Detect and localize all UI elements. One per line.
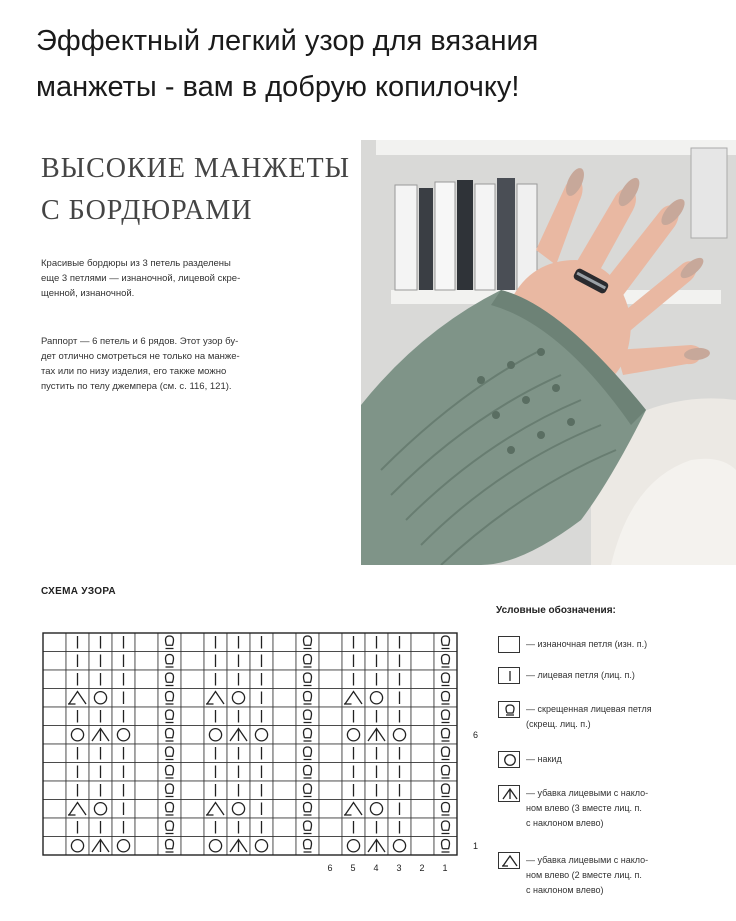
chart-cell-knit-stitch bbox=[66, 763, 89, 782]
chart-cell-knit-stitch bbox=[388, 707, 411, 726]
chart-cell-twisted-knit-stitch bbox=[158, 670, 181, 689]
chart-cell-knit-stitch bbox=[66, 744, 89, 763]
cuff-photo bbox=[361, 140, 736, 565]
legend-text bbox=[526, 702, 736, 732]
chart-cell-knit-stitch bbox=[342, 781, 365, 800]
chart-cell-k2tog-decrease bbox=[342, 800, 365, 819]
chart-cell-purl-stitch bbox=[181, 707, 204, 726]
chart-cell-knit-stitch bbox=[342, 763, 365, 782]
chart-cell-yarn-over bbox=[227, 800, 250, 819]
chart-cell-purl-stitch bbox=[319, 818, 342, 837]
legend-text bbox=[526, 853, 736, 898]
chart-cell-k2tog-decrease bbox=[342, 689, 365, 708]
knit-stitch-icon bbox=[498, 667, 520, 684]
chart-cell-twisted-knit-stitch bbox=[434, 763, 457, 782]
row-number-label: 6 bbox=[473, 729, 479, 740]
chart-cell-purl-stitch bbox=[43, 763, 66, 782]
text-line: еще 3 петлями — изнаночной, лицевой скре- bbox=[41, 273, 241, 284]
row-number-label: 1 bbox=[473, 840, 479, 851]
chart-cell-knit-stitch bbox=[112, 818, 135, 837]
chart-cell-yarn-over bbox=[250, 837, 273, 856]
article-title bbox=[41, 148, 350, 232]
chart-cell-purl-stitch bbox=[43, 781, 66, 800]
chart-cell-twisted-knit-stitch bbox=[434, 744, 457, 763]
chart-cell-twisted-knit-stitch bbox=[158, 837, 181, 856]
column-number-label: 1 bbox=[442, 863, 448, 873]
chart-cell-twisted-knit-stitch bbox=[296, 670, 319, 689]
chart-cell-knit-stitch bbox=[388, 670, 411, 689]
chart-cell-purl-stitch bbox=[273, 744, 296, 763]
schema-label: СХЕМА УЗОРА bbox=[41, 586, 116, 597]
chart-cell-knit-stitch bbox=[112, 689, 135, 708]
chart-cell-knit-stitch bbox=[388, 652, 411, 671]
chart-cell-twisted-knit-stitch bbox=[434, 652, 457, 671]
chart-cell-knit-stitch bbox=[388, 689, 411, 708]
chart-cell-purl-stitch bbox=[43, 689, 66, 708]
chart-cell-knit-stitch bbox=[342, 744, 365, 763]
chart-cell-purl-stitch bbox=[411, 800, 434, 819]
chart-cell-purl-stitch bbox=[181, 726, 204, 745]
chart-cell-purl-stitch bbox=[135, 818, 158, 837]
chart-row bbox=[43, 652, 457, 671]
chart-cell-purl-stitch bbox=[181, 689, 204, 708]
chart-cell-twisted-knit-stitch bbox=[434, 689, 457, 708]
chart-cell-purl-stitch bbox=[181, 633, 204, 652]
chart-cell-yarn-over bbox=[250, 726, 273, 745]
chart-cell-knit-stitch bbox=[89, 744, 112, 763]
chart-cell-twisted-knit-stitch bbox=[296, 781, 319, 800]
chart-cell-knit-stitch bbox=[66, 781, 89, 800]
chart-cell-knit-stitch bbox=[89, 781, 112, 800]
chart-cell-twisted-knit-stitch bbox=[158, 781, 181, 800]
chart-cell-purl-stitch bbox=[411, 837, 434, 856]
chart-cell-yarn-over bbox=[204, 726, 227, 745]
chart-cell-knit-stitch bbox=[227, 763, 250, 782]
chart-cell-purl-stitch bbox=[273, 837, 296, 856]
chart-cell-purl-stitch bbox=[273, 707, 296, 726]
chart-cell-purl-stitch bbox=[319, 633, 342, 652]
chart-cell-purl-stitch bbox=[319, 707, 342, 726]
chart-cell-purl-stitch bbox=[181, 781, 204, 800]
chart-cell-purl-stitch bbox=[43, 633, 66, 652]
chart-row bbox=[43, 670, 457, 689]
chart-cell-knit-stitch bbox=[342, 652, 365, 671]
chart-cell-purl-stitch bbox=[273, 633, 296, 652]
chart-cell-knit-stitch bbox=[66, 633, 89, 652]
chart-cell-knit-stitch bbox=[250, 652, 273, 671]
chart-cell-yarn-over bbox=[342, 726, 365, 745]
legend-text bbox=[526, 786, 736, 831]
chart-cell-k3tog-decrease bbox=[365, 726, 388, 745]
headline-line-1: Эффектный легкий узор для вязания bbox=[36, 25, 539, 57]
chart-cell-knit-stitch bbox=[365, 652, 388, 671]
chart-cell-twisted-knit-stitch bbox=[296, 818, 319, 837]
chart-border bbox=[43, 633, 457, 855]
chart-row bbox=[43, 707, 457, 726]
chart-cell-knit-stitch bbox=[204, 633, 227, 652]
chart-cell-purl-stitch bbox=[135, 689, 158, 708]
chart-cell-k2tog-decrease bbox=[204, 689, 227, 708]
chart-cell-knit-stitch bbox=[227, 818, 250, 837]
chart-row bbox=[43, 818, 457, 837]
headline-line-2: манжеты - вам в добрую копилочку! bbox=[36, 71, 520, 103]
chart-cell-yarn-over bbox=[388, 726, 411, 745]
chart-cell-knit-stitch bbox=[227, 652, 250, 671]
legend-text bbox=[526, 752, 736, 767]
chart-cell-purl-stitch bbox=[411, 763, 434, 782]
chart-cell-purl-stitch bbox=[181, 837, 204, 856]
chart-row bbox=[43, 837, 457, 856]
chart-cell-knit-stitch bbox=[342, 818, 365, 837]
chart-cell-yarn-over bbox=[66, 726, 89, 745]
chart-grid bbox=[43, 633, 457, 855]
chart-cell-purl-stitch bbox=[135, 707, 158, 726]
chart-cell-knit-stitch bbox=[342, 670, 365, 689]
chart-cell-knit-stitch bbox=[250, 633, 273, 652]
chart-cell-purl-stitch bbox=[319, 652, 342, 671]
chart-cell-knit-stitch bbox=[227, 707, 250, 726]
chart-cell-purl-stitch bbox=[181, 763, 204, 782]
chart-cell-twisted-knit-stitch bbox=[158, 707, 181, 726]
chart-cell-purl-stitch bbox=[273, 800, 296, 819]
chart-cell-twisted-knit-stitch bbox=[158, 652, 181, 671]
legend-text-line: (скрещ. лиц. п.) bbox=[526, 719, 591, 729]
chart-cell-yarn-over bbox=[89, 800, 112, 819]
chart-cell-twisted-knit-stitch bbox=[296, 652, 319, 671]
column-number-label: 5 bbox=[350, 863, 356, 873]
chart-cell-purl-stitch bbox=[135, 800, 158, 819]
chart-cell-knit-stitch bbox=[89, 763, 112, 782]
chart-cell-twisted-knit-stitch bbox=[158, 689, 181, 708]
chart-row bbox=[43, 800, 457, 819]
chart-cell-purl-stitch bbox=[319, 800, 342, 819]
chart-cell-purl-stitch bbox=[273, 763, 296, 782]
chart-cell-purl-stitch bbox=[319, 744, 342, 763]
chart-cell-knit-stitch bbox=[112, 800, 135, 819]
chart-cell-purl-stitch bbox=[319, 726, 342, 745]
chart-cell-knit-stitch bbox=[365, 744, 388, 763]
chart-cell-twisted-knit-stitch bbox=[296, 633, 319, 652]
chart-cell-twisted-knit-stitch bbox=[296, 763, 319, 782]
chart-cell-knit-stitch bbox=[250, 781, 273, 800]
chart-cell-purl-stitch bbox=[135, 744, 158, 763]
chart-cell-knit-stitch bbox=[227, 781, 250, 800]
chart-cell-purl-stitch bbox=[181, 670, 204, 689]
chart-cell-purl-stitch bbox=[135, 726, 158, 745]
article-title-line-1: ВЫСОКИЕ МАНЖЕТЫ bbox=[41, 153, 351, 184]
chart-cell-purl-stitch bbox=[43, 670, 66, 689]
chart-cell-purl-stitch bbox=[411, 652, 434, 671]
chart-cell-knit-stitch bbox=[388, 781, 411, 800]
chart-cell-purl-stitch bbox=[181, 652, 204, 671]
chart-cell-purl-stitch bbox=[43, 707, 66, 726]
chart-cell-twisted-knit-stitch bbox=[434, 726, 457, 745]
chart-cell-twisted-knit-stitch bbox=[158, 818, 181, 837]
chart-cell-purl-stitch bbox=[135, 781, 158, 800]
chart-cell-purl-stitch bbox=[273, 726, 296, 745]
chart-cell-k3tog-decrease bbox=[227, 726, 250, 745]
text-line: Красивые бордюры из 3 петель разделены bbox=[41, 258, 231, 269]
chart-cell-knit-stitch bbox=[342, 707, 365, 726]
chart-cell-knit-stitch bbox=[66, 670, 89, 689]
chart-cell-twisted-knit-stitch bbox=[434, 633, 457, 652]
legend-text-line: — лицевая петля (лиц. п.) bbox=[526, 670, 635, 680]
chart-cell-knit-stitch bbox=[112, 707, 135, 726]
chart-cell-twisted-knit-stitch bbox=[296, 744, 319, 763]
chart-cell-purl-stitch bbox=[273, 670, 296, 689]
chart-cell-knit-stitch bbox=[112, 763, 135, 782]
chart-row bbox=[43, 689, 457, 708]
column-number-label: 3 bbox=[396, 863, 402, 873]
chart-cell-twisted-knit-stitch bbox=[296, 800, 319, 819]
chart-cell-purl-stitch bbox=[411, 633, 434, 652]
chart-cell-twisted-knit-stitch bbox=[158, 744, 181, 763]
chart-cell-knit-stitch bbox=[112, 670, 135, 689]
chart-cell-yarn-over bbox=[112, 726, 135, 745]
legend-text-line: — убавка лицевыми с накло- bbox=[526, 788, 649, 798]
headline bbox=[36, 18, 716, 110]
chart-cell-twisted-knit-stitch bbox=[296, 726, 319, 745]
legend-text-line: — убавка лицевыми с накло- bbox=[526, 855, 649, 865]
chart-cell-yarn-over bbox=[365, 800, 388, 819]
text-line: пустить по телу джемпера (см. с. 116, 121). bbox=[41, 381, 232, 392]
chart-cell-knit-stitch bbox=[342, 633, 365, 652]
chart-cell-twisted-knit-stitch bbox=[158, 726, 181, 745]
k2tog-decrease-icon bbox=[498, 852, 520, 869]
chart-cell-knit-stitch bbox=[204, 818, 227, 837]
chart-cell-purl-stitch bbox=[411, 781, 434, 800]
chart-cell-purl-stitch bbox=[181, 818, 204, 837]
chart-cell-purl-stitch bbox=[319, 837, 342, 856]
chart-cell-twisted-knit-stitch bbox=[158, 763, 181, 782]
chart-cell-purl-stitch bbox=[43, 800, 66, 819]
column-number-label: 6 bbox=[327, 863, 333, 873]
legend-text bbox=[526, 668, 736, 683]
chart-cell-knit-stitch bbox=[204, 781, 227, 800]
chart-cell-purl-stitch bbox=[181, 744, 204, 763]
legend-text-line: с наклоном влево) bbox=[526, 818, 604, 828]
chart-cell-purl-stitch bbox=[319, 670, 342, 689]
legend-text-line: ном влево (3 вместе лиц. п. bbox=[526, 803, 642, 813]
chart-cell-yarn-over bbox=[365, 689, 388, 708]
chart-cell-knit-stitch bbox=[250, 800, 273, 819]
chart-cell-knit-stitch bbox=[250, 818, 273, 837]
chart-cell-purl-stitch bbox=[135, 837, 158, 856]
chart-cell-knit-stitch bbox=[365, 670, 388, 689]
chart-row bbox=[43, 633, 457, 652]
chart-cell-k3tog-decrease bbox=[227, 837, 250, 856]
chart-cell-knit-stitch bbox=[250, 744, 273, 763]
chart-cell-k3tog-decrease bbox=[89, 726, 112, 745]
chart-cell-purl-stitch bbox=[411, 689, 434, 708]
chart-cell-twisted-knit-stitch bbox=[434, 707, 457, 726]
chart-cell-purl-stitch bbox=[43, 652, 66, 671]
chart-cell-knit-stitch bbox=[388, 800, 411, 819]
chart-cell-k3tog-decrease bbox=[365, 837, 388, 856]
chart-cell-knit-stitch bbox=[204, 652, 227, 671]
text-line: Раппорт — 6 петель и 6 рядов. Этот узор бу- bbox=[41, 336, 239, 347]
chart-cell-yarn-over bbox=[204, 837, 227, 856]
chart-cell-purl-stitch bbox=[411, 707, 434, 726]
legend-text-line: — изнаночная петля (изн. п.) bbox=[526, 639, 648, 649]
text-line: щенной, изнаночной. bbox=[41, 288, 135, 299]
chart-row bbox=[43, 726, 457, 745]
chart-cell-yarn-over bbox=[388, 837, 411, 856]
chart-cell-knit-stitch bbox=[66, 652, 89, 671]
column-number-label: 2 bbox=[419, 863, 425, 873]
chart-cell-purl-stitch bbox=[411, 818, 434, 837]
chart-cell-twisted-knit-stitch bbox=[434, 781, 457, 800]
chart-cell-purl-stitch bbox=[319, 781, 342, 800]
chart-cell-knit-stitch bbox=[112, 744, 135, 763]
chart-cell-knit-stitch bbox=[388, 763, 411, 782]
chart-cell-twisted-knit-stitch bbox=[434, 670, 457, 689]
chart-cell-knit-stitch bbox=[112, 633, 135, 652]
chart-cell-purl-stitch bbox=[273, 818, 296, 837]
chart-cell-twisted-knit-stitch bbox=[158, 800, 181, 819]
chart-row bbox=[43, 744, 457, 763]
chart-cell-knit-stitch bbox=[227, 744, 250, 763]
chart-cell-knit-stitch bbox=[227, 633, 250, 652]
chart-cell-knit-stitch bbox=[112, 781, 135, 800]
chart-cell-twisted-knit-stitch bbox=[158, 633, 181, 652]
chart-cell-k2tog-decrease bbox=[66, 689, 89, 708]
chart-cell-k3tog-decrease bbox=[89, 837, 112, 856]
chart-cell-knit-stitch bbox=[89, 633, 112, 652]
chart-cell-purl-stitch bbox=[411, 726, 434, 745]
chart-cell-purl-stitch bbox=[181, 800, 204, 819]
chart-cell-yarn-over bbox=[227, 689, 250, 708]
chart-cell-yarn-over bbox=[342, 837, 365, 856]
chart-cell-purl-stitch bbox=[135, 670, 158, 689]
chart-cell-twisted-knit-stitch bbox=[434, 818, 457, 837]
legend-text-line: ном влево (2 вместе лиц. п. bbox=[526, 870, 642, 880]
chart-cell-purl-stitch bbox=[43, 818, 66, 837]
chart-cell-purl-stitch bbox=[135, 763, 158, 782]
chart-cell-twisted-knit-stitch bbox=[434, 800, 457, 819]
description-paragraph-1 bbox=[41, 256, 341, 301]
chart-cell-purl-stitch bbox=[135, 652, 158, 671]
chart-row bbox=[43, 763, 457, 782]
legend-text-line: — накид bbox=[526, 754, 562, 764]
article-title-line-2: С БОРДЮРАМИ bbox=[41, 195, 253, 226]
chart-cell-knit-stitch bbox=[365, 763, 388, 782]
chart-cell-knit-stitch bbox=[250, 670, 273, 689]
chart-cell-knit-stitch bbox=[204, 744, 227, 763]
chart-cell-purl-stitch bbox=[135, 633, 158, 652]
legend-text bbox=[526, 637, 736, 652]
chart-cell-twisted-knit-stitch bbox=[434, 837, 457, 856]
yarn-over-icon bbox=[498, 751, 520, 768]
chart-cell-k2tog-decrease bbox=[204, 800, 227, 819]
k3tog-decrease-icon bbox=[498, 785, 520, 802]
chart-cell-purl-stitch bbox=[411, 744, 434, 763]
chart-cell-knit-stitch bbox=[89, 652, 112, 671]
chart-cell-knit-stitch bbox=[204, 707, 227, 726]
legend-title: Условные обозначения: bbox=[496, 605, 616, 616]
chart-cell-twisted-knit-stitch bbox=[296, 707, 319, 726]
chart-cell-knit-stitch bbox=[250, 707, 273, 726]
chart-cell-knit-stitch bbox=[365, 818, 388, 837]
chart-cell-twisted-knit-stitch bbox=[296, 689, 319, 708]
photo-shelf bbox=[376, 140, 736, 155]
chart-cell-purl-stitch bbox=[319, 763, 342, 782]
purl-stitch-icon bbox=[498, 636, 520, 653]
chart-cell-knit-stitch bbox=[365, 781, 388, 800]
chart-cell-knit-stitch bbox=[365, 633, 388, 652]
chart-cell-purl-stitch bbox=[43, 837, 66, 856]
chart-cell-knit-stitch bbox=[89, 670, 112, 689]
chart-cell-knit-stitch bbox=[250, 763, 273, 782]
chart-cell-knit-stitch bbox=[66, 818, 89, 837]
legend-text-line: — скрещенная лицевая петля bbox=[526, 704, 652, 714]
chart-cell-knit-stitch bbox=[388, 633, 411, 652]
chart-cell-purl-stitch bbox=[273, 652, 296, 671]
chart-cell-knit-stitch bbox=[89, 707, 112, 726]
chart-cell-purl-stitch bbox=[273, 689, 296, 708]
chart-cell-knit-stitch bbox=[388, 818, 411, 837]
chart-cell-knit-stitch bbox=[66, 707, 89, 726]
legend-text-line: с наклоном влево) bbox=[526, 885, 604, 895]
text-line: тах или по низу изделия, его также можно bbox=[41, 366, 227, 377]
chart-cell-purl-stitch bbox=[43, 744, 66, 763]
description-paragraph-2 bbox=[41, 334, 341, 394]
chart-cell-yarn-over bbox=[112, 837, 135, 856]
chart-cell-yarn-over bbox=[66, 837, 89, 856]
chart-cell-k2tog-decrease bbox=[66, 800, 89, 819]
chart-cell-knit-stitch bbox=[365, 707, 388, 726]
twisted-knit-stitch-icon bbox=[498, 701, 520, 718]
chart-cell-knit-stitch bbox=[388, 744, 411, 763]
chart-cell-purl-stitch bbox=[319, 689, 342, 708]
text-line: дет отлично смотреться не только на манже- bbox=[41, 351, 240, 362]
column-number-label: 4 bbox=[373, 863, 379, 873]
chart-cell-twisted-knit-stitch bbox=[296, 837, 319, 856]
chart-cell-knit-stitch bbox=[204, 670, 227, 689]
chart-cell-knit-stitch bbox=[204, 763, 227, 782]
chart-cell-knit-stitch bbox=[250, 689, 273, 708]
chart-cell-purl-stitch bbox=[43, 726, 66, 745]
chart-cell-purl-stitch bbox=[411, 670, 434, 689]
chart-cell-yarn-over bbox=[89, 689, 112, 708]
chart-cell-knit-stitch bbox=[227, 670, 250, 689]
chart-cell-knit-stitch bbox=[112, 652, 135, 671]
chart-row bbox=[43, 781, 457, 800]
chart-cell-purl-stitch bbox=[273, 781, 296, 800]
chart-cell-knit-stitch bbox=[89, 818, 112, 837]
